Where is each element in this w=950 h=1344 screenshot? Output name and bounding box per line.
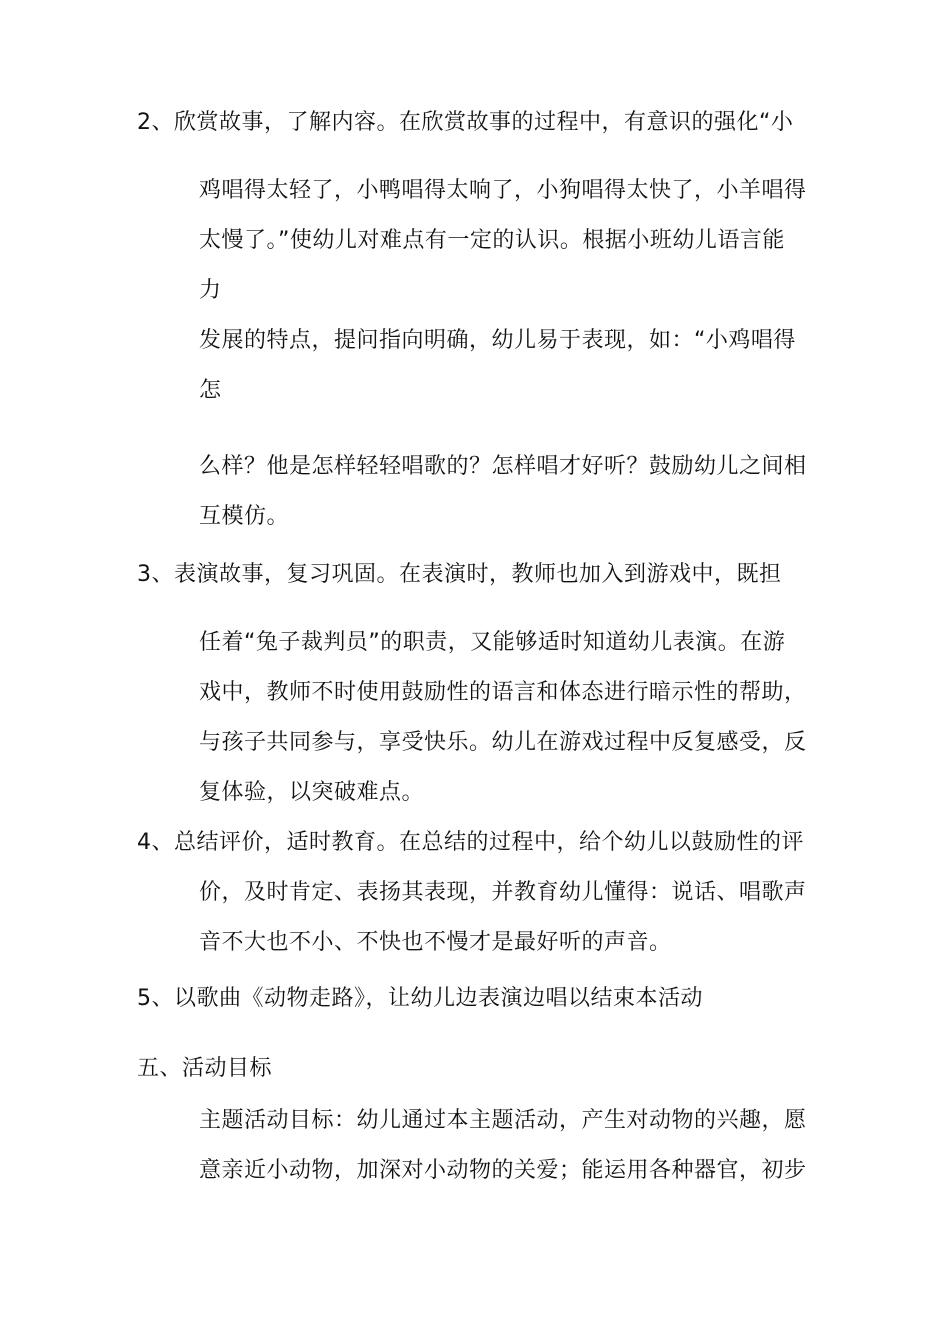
step-2-line-3: 太慢了。”使幼儿对难点有一定的认识。根据小班幼儿语言能 xyxy=(199,228,785,253)
step-3-line-3: 戏中，教师不时使用鼓励性的语言和体态进行暗示性的帮助， xyxy=(199,680,807,705)
step-2-line-1: 2、欣赏故事，了解内容。在欣赏故事的过程中，有意识的强化“小 xyxy=(137,110,794,135)
step-5-line-1: 5、以歌曲《动物走路》，让幼儿边表演边唱以结束本活动 xyxy=(137,986,703,1011)
step-2-line-7: 么样？他是怎样轻轻唱歌的？怎样唱才好听？鼓励幼儿之间相 xyxy=(199,454,807,479)
step-2-line-6: 怎 xyxy=(199,378,222,403)
step-2-line-5: 发展的特点，提问指向明确，幼儿易于表现，如：“小鸡唱得 xyxy=(199,328,796,353)
step-4-line-3: 音不大也不小、不快也不慢才是最好听的声音。 xyxy=(199,930,672,955)
goals-line-1: 主题活动目标：幼儿通过本主题活动，产生对动物的兴趣，愿 xyxy=(199,1108,807,1133)
step-2-line-4: 力 xyxy=(199,278,222,303)
step-4-line-2: 价，及时肯定、表扬其表现，并教育幼儿懂得：说话、唱歌声 xyxy=(199,880,807,905)
step-3-line-5: 复体验，以突破难点。 xyxy=(199,780,425,805)
step-3-line-2: 任着“兔子裁判员”的职责，又能够适时知道幼儿表演。在游 xyxy=(199,630,786,655)
step-3-line-4: 与孩子共同参与，享受快乐。幼儿在游戏过程中反复感受，反 xyxy=(199,730,807,755)
step-4-line-1: 4、总结评价，适时教育。在总结的过程中，给个幼儿以鼓励性的评 xyxy=(137,830,804,855)
step-2-line-2: 鸡唱得太轻了，小鸭唱得太响了，小狗唱得太快了，小羊唱得 xyxy=(199,178,807,203)
step-3-line-1: 3、表演故事，复习巩固。在表演时，教师也加入到游戏中，既担 xyxy=(137,562,782,587)
section-heading-activity-goals: 五、活动目标 xyxy=(137,1056,273,1081)
step-2-line-8: 互模仿。 xyxy=(199,504,290,529)
goals-line-2: 意亲近小动物，加深对小动物的关爱；能运用各种器官，初步 xyxy=(199,1158,807,1183)
